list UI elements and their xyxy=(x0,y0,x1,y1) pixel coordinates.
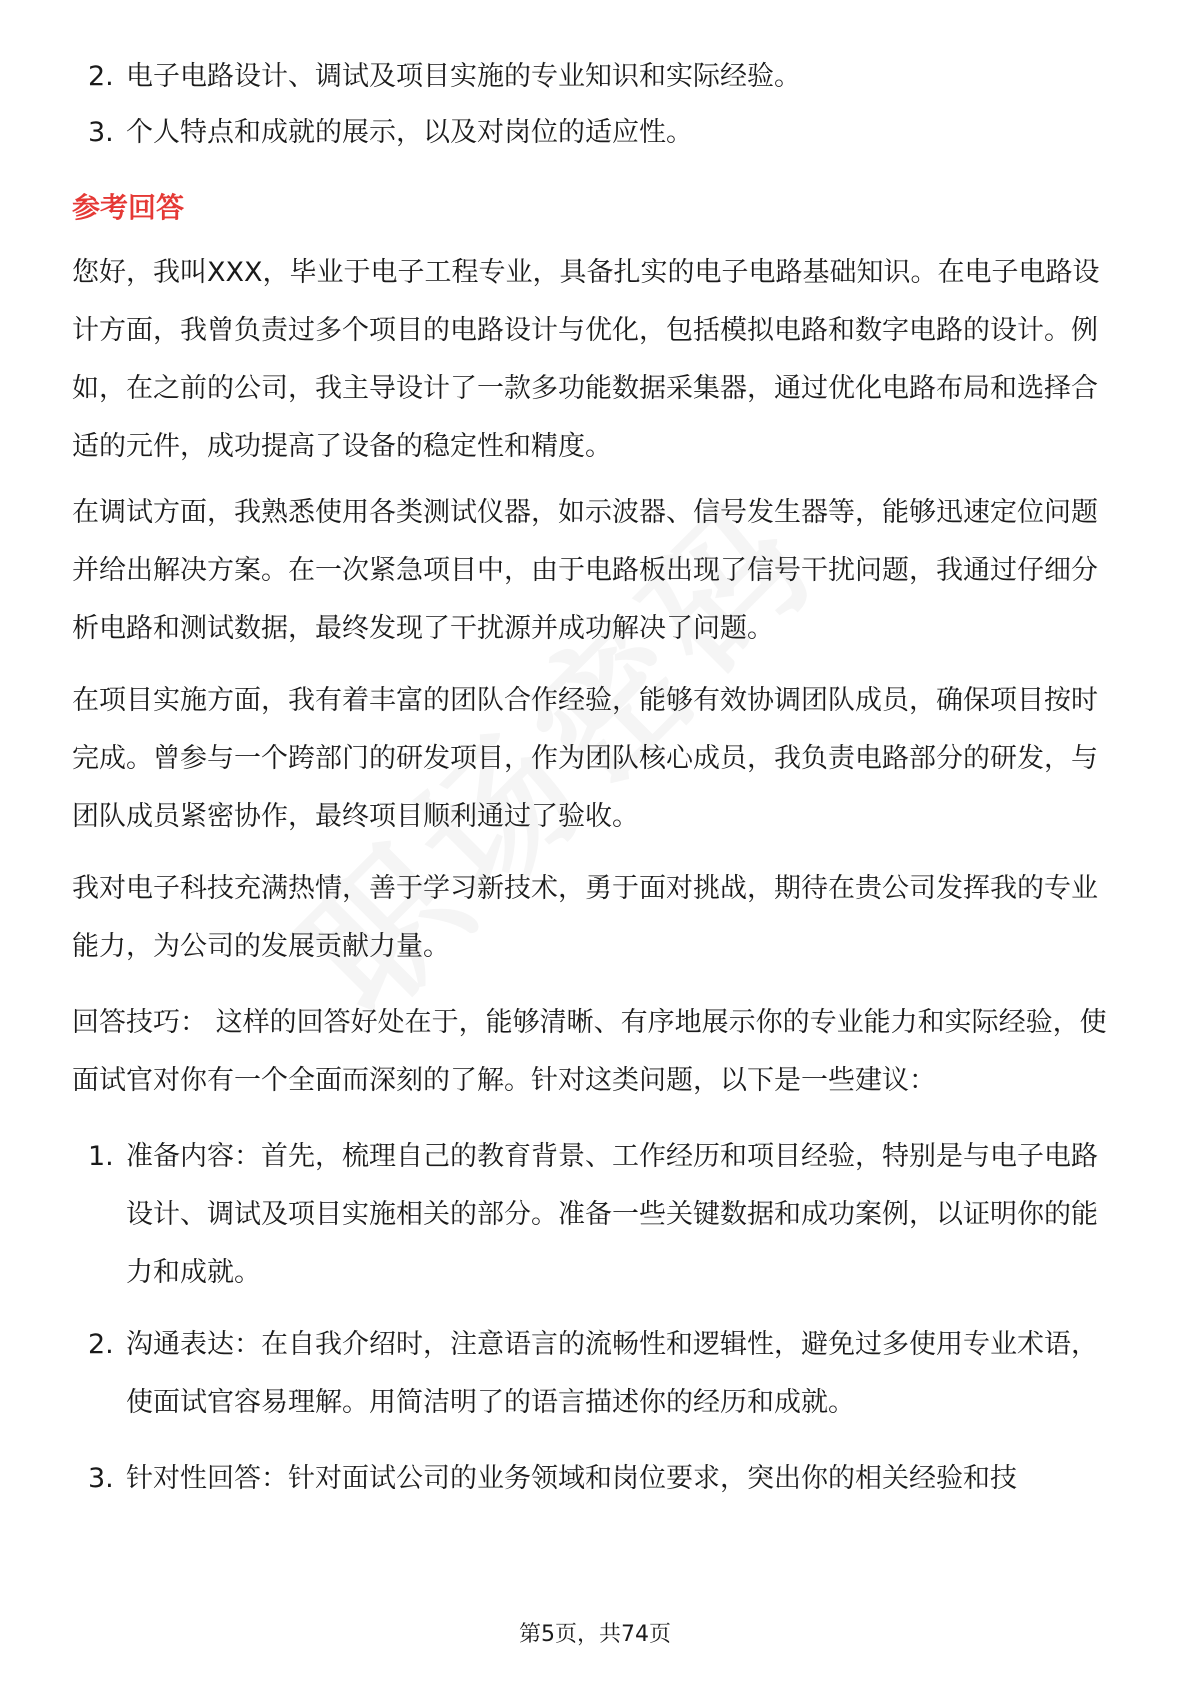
page-number: 第5页，共74页 xyxy=(519,1622,671,1647)
list-number: 2. xyxy=(88,61,114,92)
paragraph: 在项目实施方面，我有着丰富的团队合作经验，能够有效协调团队成员，确保项目按时完成。曾参与一个跨部门的研发项目，作为团队核心成员，我负责电路部分的研发，与团队成员紧密协作，最终项目顺利通过了验收。 xyxy=(72,685,1098,832)
list-text: 准备内容：首先，梳理自己的教育背景、工作经历和项目经验，特别是与电子电路设计、调试及项目实施相关的部分。准备一些关键数据和成功案例，以证明你的能力和成就。 xyxy=(126,1141,1098,1288)
list-item xyxy=(88,1316,1118,1432)
list-number: 3. xyxy=(88,1463,114,1494)
list-item xyxy=(88,1450,1118,1508)
list-number: 1. xyxy=(88,1141,114,1172)
list-text: 针对性回答：针对面试公司的业务领域和岗位要求，突出你的相关经验和技 xyxy=(126,1463,1017,1494)
list-text: 沟通表达：在自我介绍时，注意语言的流畅性和逻辑性，避免过多使用专业术语，使面试官容易理解。用简洁明了的语言描述你的经历和成就。 xyxy=(126,1329,1098,1418)
list-item xyxy=(88,1128,1118,1302)
list-number: 3. xyxy=(88,117,114,148)
list-text: 个人特点和成就的展示，以及对岗位的适应性。 xyxy=(126,117,693,148)
paragraph: 您好，我叫XXX，毕业于电子工程专业，具备扎实的电子电路基础知识。在电子电路设计方面，我曾负责过多个项目的电路设计与优化，包括模拟电路和数字电路的设计。例如，在之前的公司，我主导设计了一款多功能数据采集器，通过优化电路布局和选择合适的元件，成功提高了设备的稳定性和精度。 xyxy=(72,257,1100,462)
list-item xyxy=(88,48,1118,106)
paragraph: 我对电子科技充满热情，善于学习新技术，勇于面对挑战，期待在贵公司发挥我的专业能力，为公司的发展贡献力量。 xyxy=(72,873,1098,962)
list-text: 电子电路设计、调试及项目实施的专业知识和实际经验。 xyxy=(126,61,801,92)
paragraph: 在调试方面，我熟悉使用各类测试仪器，如示波器、信号发生器等，能够迅速定位问题并给出解决方案。在一次紧急项目中，由于电路板出现了信号干扰问题，我通过仔细分析电路和测试数据，最终发现了干扰源并成功解决了问题。 xyxy=(72,497,1098,644)
tips-intro-paragraph: 回答技巧： 这样的回答好处在于，能够清晰、有序地展示你的专业能力和实际经验，使面试官对你有一个全面而深刻的了解。针对这类问题，以下是一些建议： xyxy=(72,1007,1107,1096)
section-heading: 参考回答 xyxy=(72,191,185,224)
list-item xyxy=(88,104,1118,162)
list-number: 2. xyxy=(88,1329,114,1360)
